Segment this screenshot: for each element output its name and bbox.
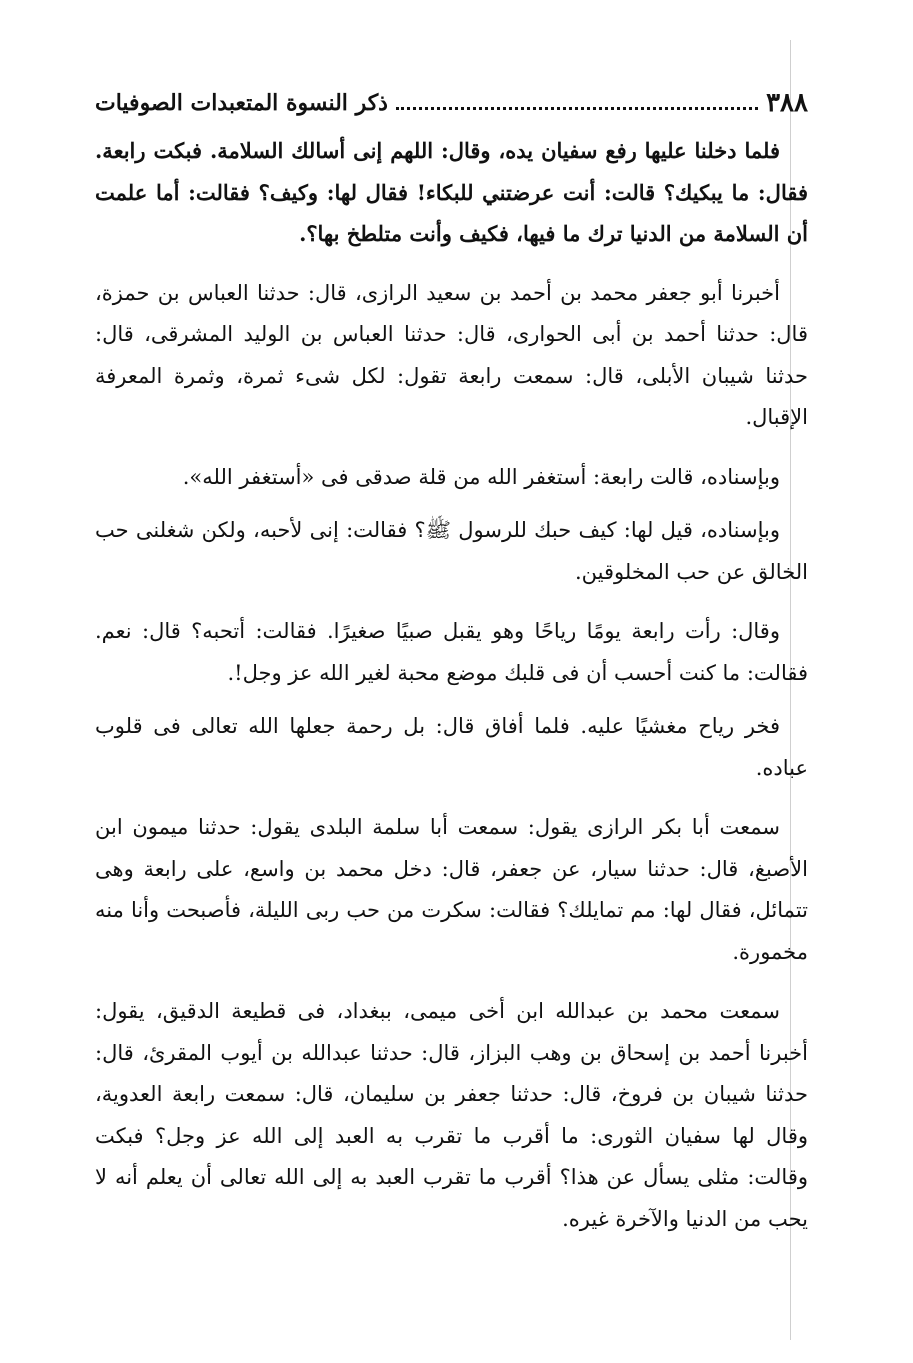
paragraph-5: وقال: رأت رابعة يومًا رياحًا وهو يقبل صبيًا صغيرًا. فقالت: أتحبه؟ قال: نعم. فقالت: ما كنت أحسب أن فى قلبك موضع محبة لغير الله عز وجل!.	[95, 619, 808, 685]
running-header	[95, 82, 808, 124]
paragraph-1: فلما دخلنا عليها رفع سفيان يده، وقال: اللهم إنى أسالك السلامة. فبكت رابعة. فقال: ما يبكيك؟ قالت: أنت عرضتني للبكاء! فقال لها: وكيف؟ فقالت: أما علمت أن السلامة من الدنيا ترك ما فيها، فكيف وأنت متلطخ بها؟.	[95, 138, 808, 246]
paragraph-4: وبإسناده، قيل لها: كيف حبك للرسول ﷺ؟ فقالت: إنى لأحبه، ولكن شغلنى حب الخالق عن حب المخلوقين.	[95, 518, 808, 584]
page-number: ٣٨٨	[766, 88, 808, 118]
paragraph-6: فخر رياح مغشيًا عليه. فلما أفاق قال: بل رحمة جعلها الله تعالى فى قلوب عباده.	[95, 714, 808, 780]
paragraph-7: سمعت أبا بكر الرازى يقول: سمعت أبا سلمة البلدى يقول: حدثنا ميمون ابن الأصبغ، قال: حدثنا سيار، عن جعفر، قال: دخل محمد بن واسع، على رابعة وهى تتمائل، فقال لها: مم تمايلك؟ فقالت: سكرت من حب ربى الليلة، فأصبحت وأنا منه مخمورة.	[95, 815, 808, 964]
paragraph-8: سمعت محمد بن عبدالله ابن أخى ميمى، ببغداد، فى قطيعة الدقيق، يقول: أخبرنا أحمد بن إسحاق بن وهب البزاز، قال: حدثنا عبدالله بن أيوب المقرئ، قال: حدثنا شيبان بن فروخ، قال: حدثنا جعفر بن سليمان، قال: سمعت رابعة العدوية، وقال لها سفيان الثورى: ما أقرب ما تقرب به العبد إلى الله عز وجل؟ فبكت وقالت: مثلى يسأل عن هذا؟ أقرب ما تقرب العبد به إلى الله تعالى أن يعلم أنه لا يحب من الدنيا والآخرة غيره.	[95, 999, 808, 1231]
paragraph-2: أخبرنا أبو جعفر محمد بن أحمد بن سعيد الرازى، قال: حدثنا العباس بن حمزة، قال: حدثنا أحمد بن أبى الحوارى، قال: حدثنا العباس بن الوليد المشرقى، قال: حدثنا شيبان الأبلى، قال: سمعت رابعة تقول: لكل شىء ثمرة، وثمرة المعرفة الإقبال.	[95, 280, 808, 429]
paragraph-3: وبإسناده، قالت رابعة: أستغفر الله من قلة صدقى فى «أستغفر الله».	[182, 464, 780, 489]
running-title: ذكر النسوة المتعبدات الصوفيات	[95, 90, 388, 116]
page-body	[95, 130, 808, 1258]
header-leader-dots	[396, 97, 758, 110]
